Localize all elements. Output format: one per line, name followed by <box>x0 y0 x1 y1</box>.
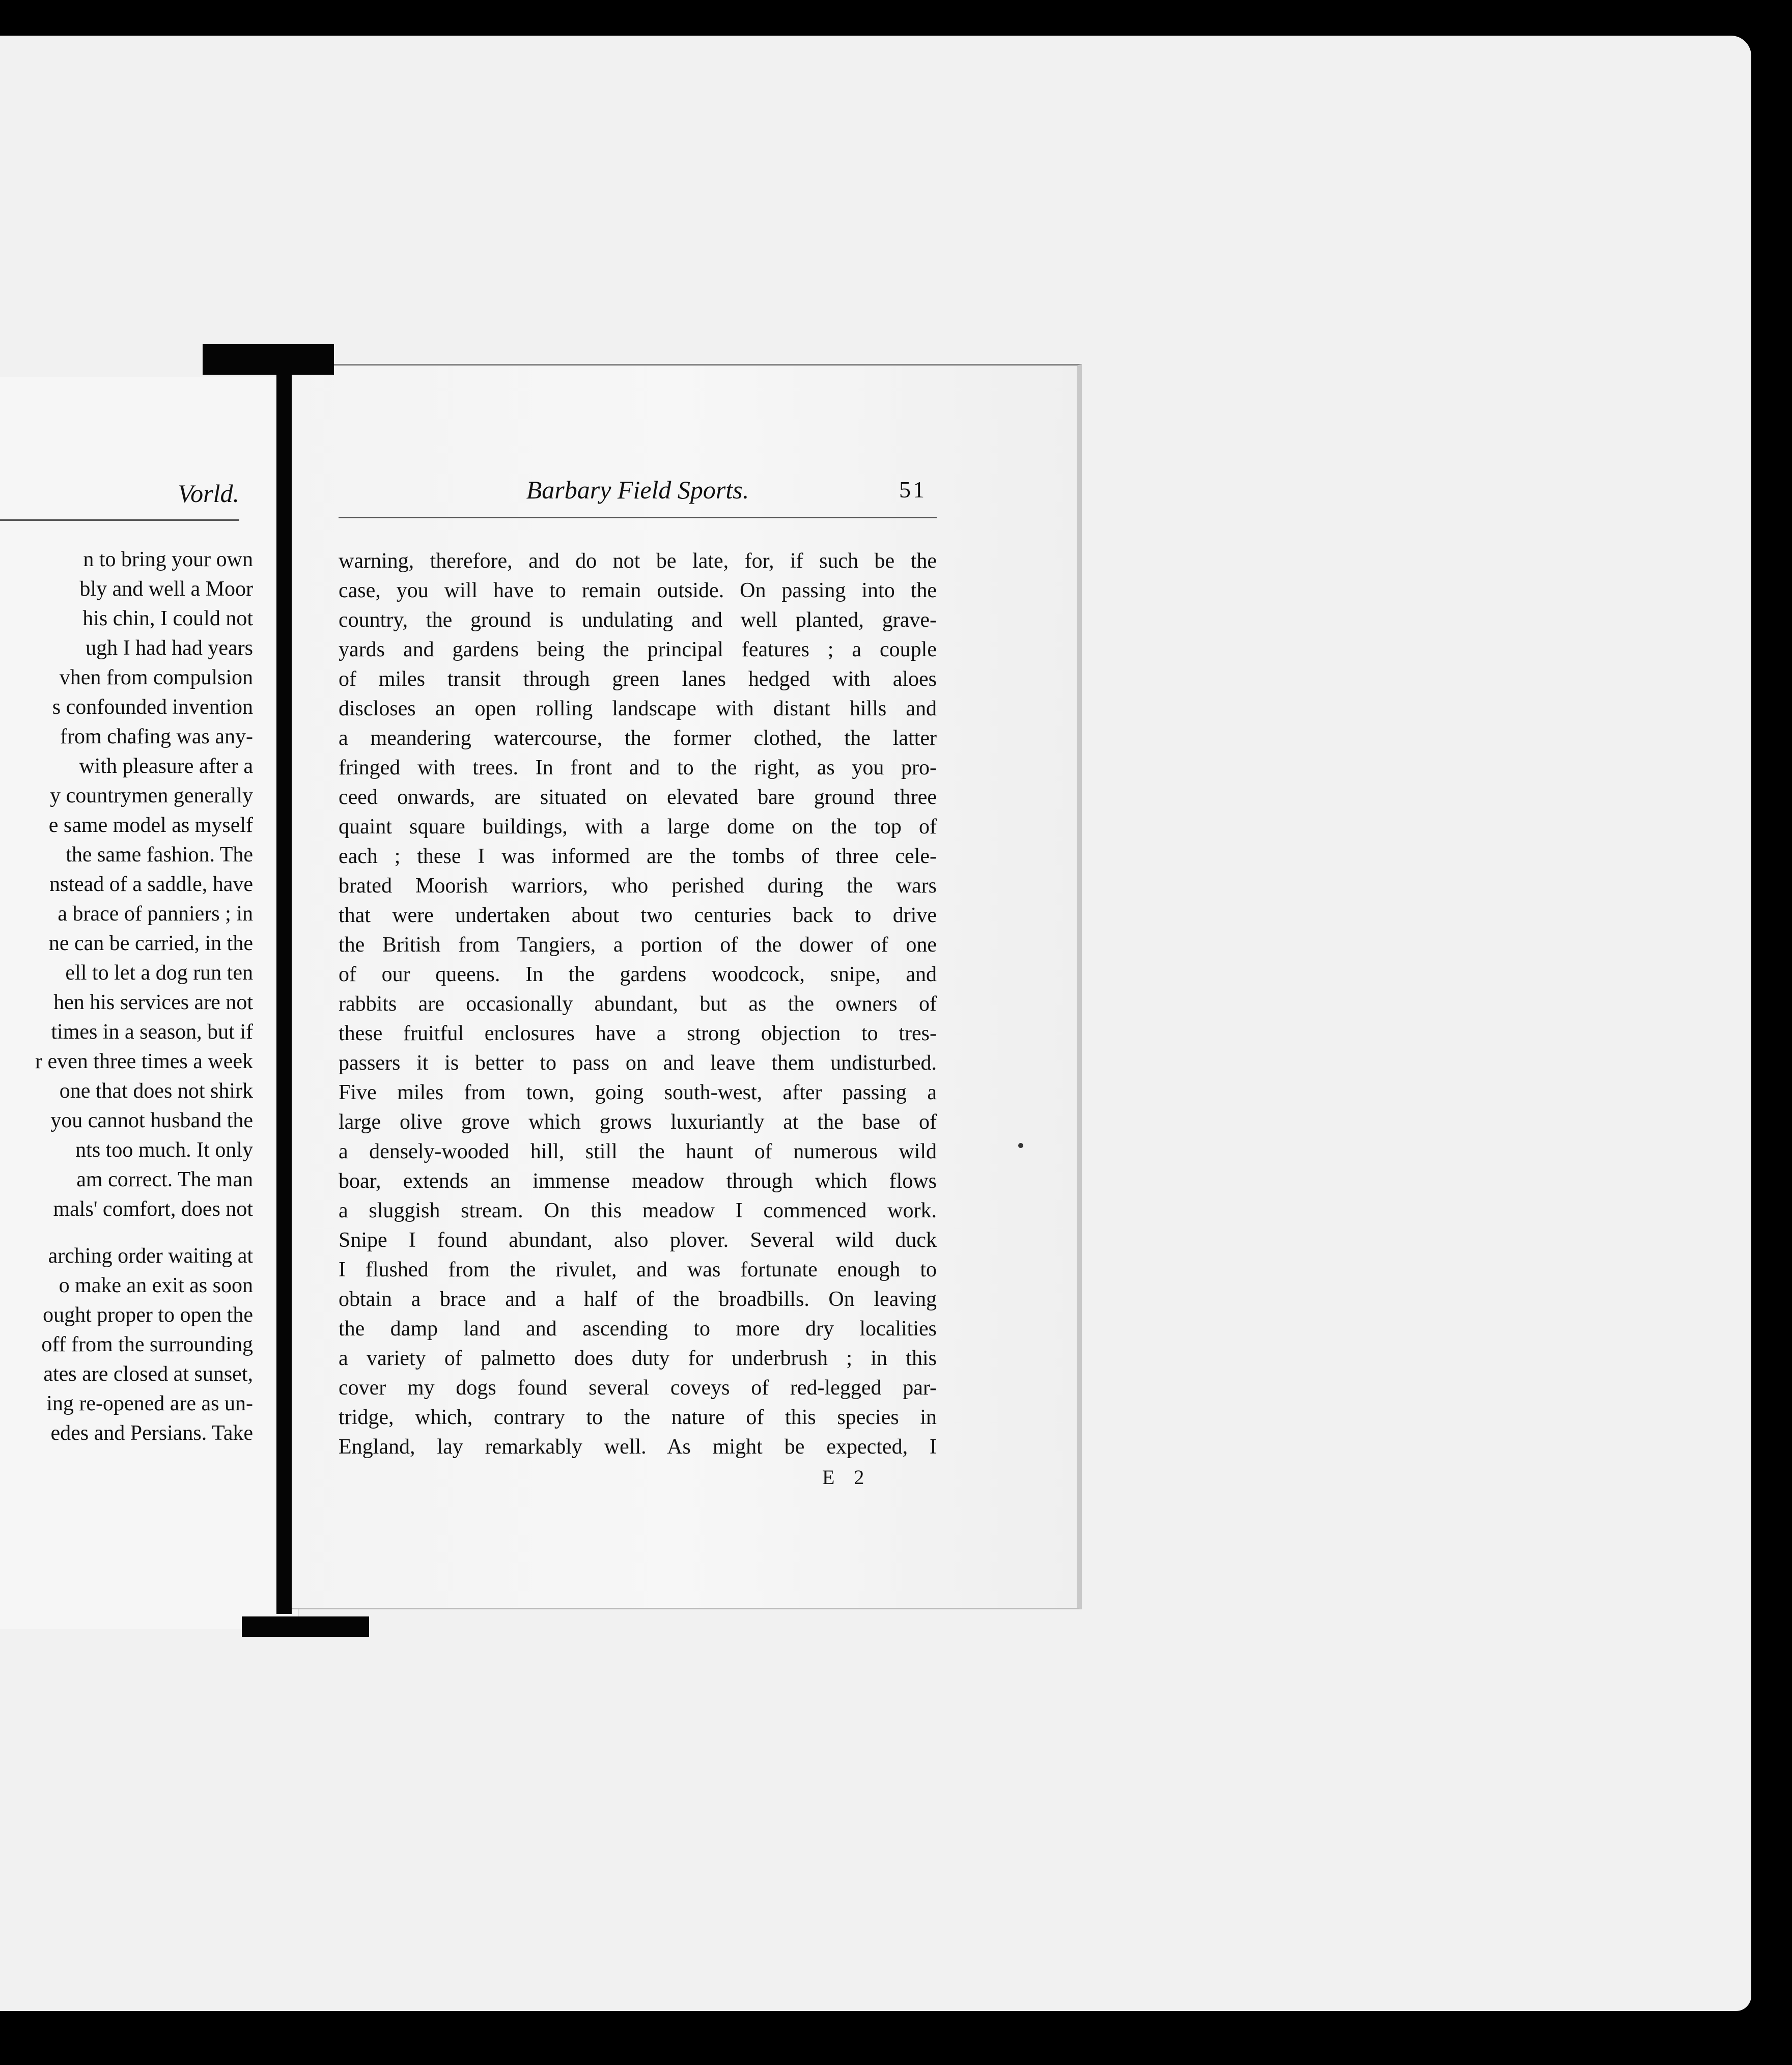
text-line: off from the surrounding <box>41 1333 253 1356</box>
book-clamp-bottom <box>242 1616 369 1637</box>
text-line: discloses an open rolling landscape with distant hills and <box>339 697 937 720</box>
text-line: a sluggish stream. On this meadow I commenced work. <box>339 1199 937 1222</box>
text-line: bly and well a Moor <box>79 577 253 601</box>
text-line: ing re-opened are as un- <box>46 1392 253 1415</box>
text-line: these fruitful enclosures have a strong objection to tres- <box>339 1022 937 1045</box>
text-line: ceed onwards, are situated on elevated bare ground three <box>339 786 937 809</box>
text-line: edes and Persians. Take <box>50 1421 253 1445</box>
text-line: brated Moorish warriors, who perished during the wars <box>339 874 937 898</box>
text-line: of our queens. In the gardens woodcock, snipe, and <box>339 963 937 986</box>
text-line: vhen from compulsion <box>59 666 253 689</box>
text-line: you cannot husband the <box>50 1109 253 1132</box>
text-line: with pleasure after a <box>79 755 253 778</box>
text-line: that were undertaken about two centuries back to drive <box>339 904 937 927</box>
right-page <box>285 364 1082 1609</box>
text-line: case, you will have to remain outside. On passing into the <box>339 579 937 602</box>
text-line: boar, extends an immense meadow through which flows <box>339 1169 937 1193</box>
text-line: a variety of palmetto does duty for underbrush ; in this <box>339 1347 937 1370</box>
text-line: the British from Tangiers, a portion of the dower of one <box>339 933 937 957</box>
text-line: yards and gardens being the principal features ; a couple <box>339 638 937 661</box>
text-line: nstead of a saddle, have <box>49 873 253 896</box>
text-line: warning, therefore, and do not be late, for, if such be the <box>339 549 937 573</box>
text-line: cover my dogs found several coveys of red-legged par- <box>339 1376 937 1400</box>
text-line: am correct. The man <box>76 1168 253 1191</box>
text-line: r even three times a week <box>35 1050 253 1073</box>
text-line: quaint square buildings, with a large dome on the top of <box>339 815 937 839</box>
text-line: Five miles from town, going south-west, after passing a <box>339 1081 937 1104</box>
text-line: n to bring your own <box>83 548 253 571</box>
left-running-header <box>0 479 239 521</box>
text-line: the same fashion. The <box>66 843 253 867</box>
right-page-text <box>339 546 937 1462</box>
text-line: country, the ground is undulating and well planted, grave- <box>339 608 937 632</box>
text-line: ought proper to open the <box>43 1303 253 1327</box>
text-line: ne can be carried, in the <box>48 932 253 955</box>
right-running-header <box>339 475 937 518</box>
text-line: ugh I had had years <box>86 636 253 660</box>
text-line: fringed with trees. In front and to the right, as you pro- <box>339 756 937 779</box>
text-line: tridge, which, contrary to the nature of this species in <box>339 1406 937 1429</box>
text-line: a densely-wooded hill, still the haunt of numerous wild <box>339 1140 937 1163</box>
text-line: each ; these I was informed are the tombs of three cele- <box>339 845 937 868</box>
text-line: hen his services are not <box>53 991 253 1014</box>
text-line: of miles transit through green lanes hedged with aloes <box>339 667 937 691</box>
text-line: England, lay remarkably well. As might be expected, I <box>339 1435 937 1459</box>
book-clamp-bar <box>276 372 292 1614</box>
text-line: I flushed from the rivulet, and was fortunate enough to <box>339 1258 937 1281</box>
right-header-title: Barbary Field Sports. <box>526 476 749 504</box>
text-line: his chin, I could not <box>82 607 253 630</box>
text-line: obtain a brace and a half of the broadbills. On leaving <box>339 1288 937 1311</box>
text-line: s confounded invention <box>52 695 253 719</box>
text-line: ell to let a dog run ten <box>65 961 253 985</box>
text-line: nts too much. It only <box>75 1138 253 1162</box>
text-line: e same model as myself <box>48 814 253 837</box>
page-number: 51 <box>899 477 927 503</box>
text-line: passers it is better to pass on and leave them undisturbed. <box>339 1051 937 1075</box>
text-line: a meandering watercourse, the former clothed, the latter <box>339 727 937 750</box>
text-line: one that does not shirk <box>59 1079 253 1103</box>
text-line: the damp land and ascending to more dry localities <box>339 1317 937 1341</box>
dust-speck <box>1018 1143 1023 1148</box>
text-line: ates are closed at sunset, <box>43 1362 253 1386</box>
text-line: Snipe I found abundant, also plover. Several wild duck <box>339 1229 937 1252</box>
text-line: o make an exit as soon <box>59 1274 253 1297</box>
left-page-text <box>0 545 253 1448</box>
text-line: mals' comfort, does not <box>53 1197 253 1221</box>
left-page <box>0 377 298 1629</box>
left-header-title: Vorld. <box>178 479 239 508</box>
text-line: y countrymen generally <box>50 784 253 807</box>
book-clamp-top <box>203 344 334 375</box>
text-line: arching order waiting at <box>48 1244 253 1268</box>
text-line: a brace of panniers ; in <box>58 902 253 926</box>
text-line: large olive grove which grows luxuriantly at the base of <box>339 1110 937 1134</box>
text-line: rabbits are occasionally abundant, but as the owners of <box>339 992 937 1016</box>
text-line: from chafing was any- <box>60 725 253 748</box>
text-line: times in a season, but if <box>51 1020 253 1044</box>
signature-mark: E 2 <box>822 1466 872 1489</box>
